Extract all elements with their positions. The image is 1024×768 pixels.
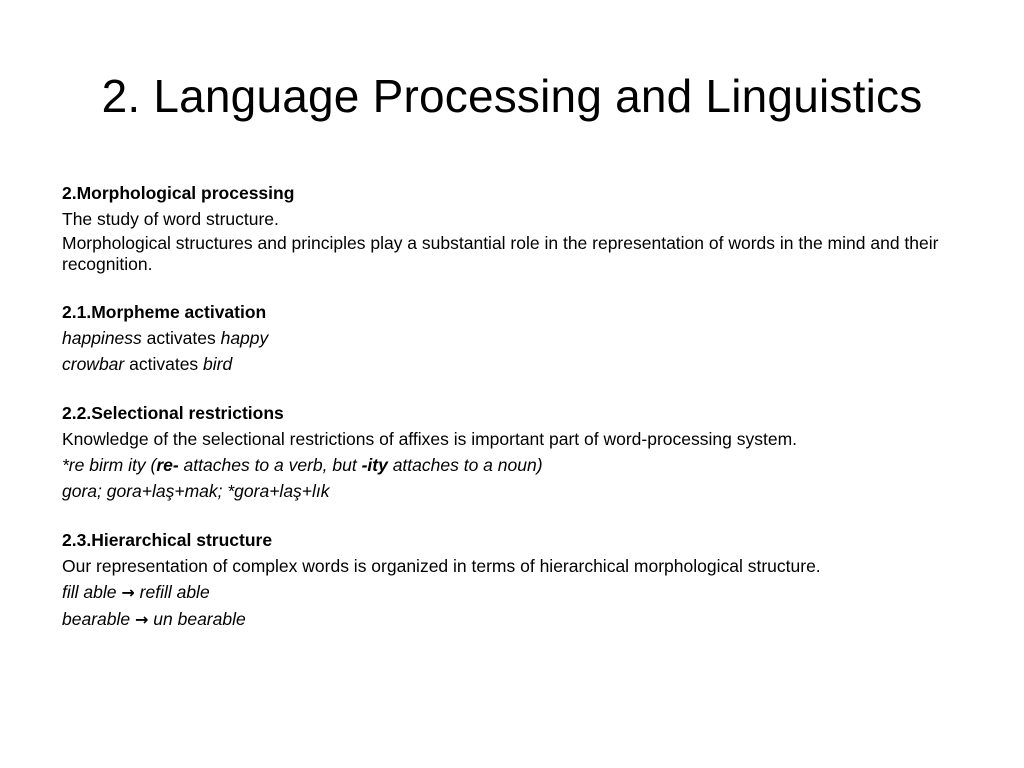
arrow-right-icon: → [135, 610, 149, 629]
example-word: bearable [62, 609, 131, 629]
arrow-right-icon: → [121, 583, 135, 602]
selectional-example-2: gora; gora+laş+mak; *gora+laş+lık [62, 481, 330, 501]
example-word: happy [220, 328, 269, 348]
example-part: *re birm ity ( [62, 455, 157, 475]
hierarchical-description: Our representation of complex words is organized in terms of hierarchical morphological structure. [62, 556, 821, 576]
example-word: un bearable [153, 609, 246, 629]
section-heading-morphological-processing: 2.Morphological processing [62, 183, 295, 203]
example-word: refill able [139, 582, 210, 602]
slide-title: 2. Language Processing and Linguistics [101, 70, 923, 122]
morph-definition: The study of word structure. [62, 209, 279, 229]
example-connector: activates [141, 328, 221, 348]
section-heading-selectional-restrictions: 2.2.Selectional restrictions [62, 403, 284, 423]
example-word: bird [203, 354, 233, 374]
spacer [62, 376, 962, 401]
example-word: fill able [62, 582, 117, 602]
morph-description: Morphological structures and principles play a substantial role in the representation of words in the mind and their recognition. [62, 233, 939, 274]
affix-re: re- [156, 455, 179, 475]
spacer [62, 275, 962, 300]
section-heading-morpheme-activation: 2.1.Morpheme activation [62, 302, 267, 322]
selectional-description: Knowledge of the selectional restrictions of affixes is important part of word-processing system. [62, 429, 798, 449]
example-part: attaches to a verb, but [178, 455, 362, 475]
example-word: happiness [62, 328, 142, 348]
section-heading-hierarchical-structure: 2.3.Hierarchical structure [62, 530, 273, 550]
hierarchical-example-1 [62, 580, 962, 605]
affix-ity: -ity [361, 455, 388, 475]
selectional-example-1 [62, 453, 962, 477]
slide-body [62, 181, 962, 632]
example-connector: activates [124, 354, 204, 374]
example-word: crowbar [62, 354, 125, 374]
example-part: attaches to a noun) [387, 455, 543, 475]
morpheme-example-2 [62, 352, 962, 376]
hierarchical-example-2 [62, 607, 962, 632]
spacer [62, 503, 962, 528]
morpheme-example-1 [62, 326, 962, 350]
